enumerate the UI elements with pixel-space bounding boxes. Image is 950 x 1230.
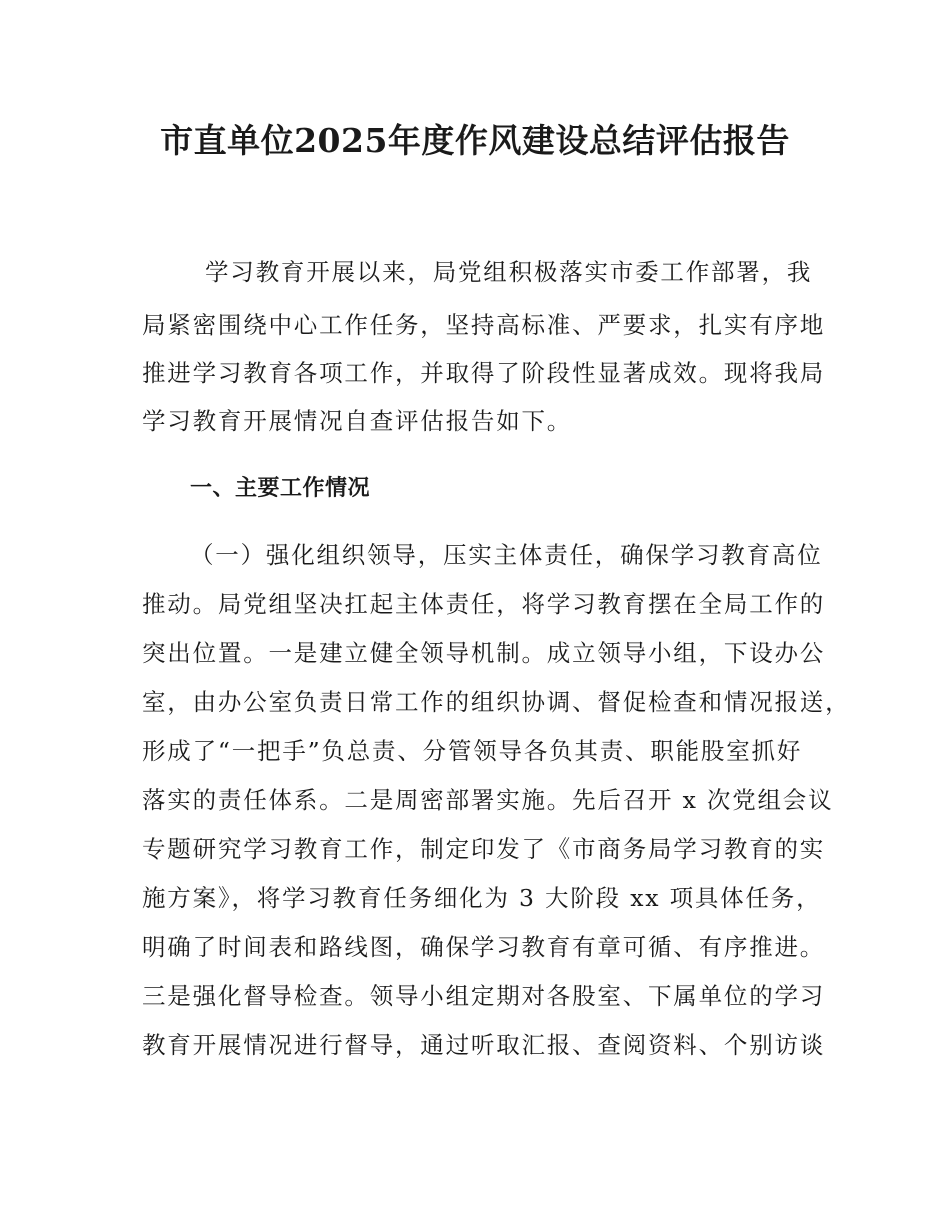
intro-line: 学习教育开展以来，局党组积极落实市委工作部署，我	[205, 258, 813, 286]
intro-line: 推进学习教育各项工作，并取得了阶段性显著成效。现将我局	[142, 359, 826, 387]
body-line: 落实的责任体系。二是周密部署实施。先后召开 x 次党组会议	[142, 786, 834, 814]
intro-line: 局紧密围绕中心工作任务，坚持高标准、严要求，扎实有序地	[142, 311, 826, 339]
body-line: 推动。局党组坚决扛起主体责任，将学习教育摆在全局工作的	[142, 590, 826, 618]
body-line: （一）强化组织领导，压实主体责任，确保学习教育高位	[190, 541, 823, 569]
body-line: 突出位置。一是建立健全领导机制。成立领导小组，下设办公	[142, 639, 826, 667]
body-line: 室，由办公室负责日常工作的组织协调、督促检查和情况报送，	[142, 688, 851, 716]
section-heading: 一、主要工作情况	[190, 476, 371, 501]
body-line: 专题研究学习教育工作，制定印发了《市商务局学习教育的实	[142, 835, 826, 863]
body-line: 三是强化督导检查。领导小组定期对各股室、下属单位的学习	[142, 982, 826, 1010]
intro-line: 学习教育开展情况自查评估报告如下。	[142, 407, 573, 435]
body-line: 教育开展情况进行督导，通过听取汇报、查阅资料、个别访谈	[142, 1031, 826, 1059]
body-line: 施方案》，将学习教育任务细化为 3 大阶段 xx 项具体任务，	[142, 884, 822, 912]
body-line: 形成了“一把手”负总责、分管领导各负其责、职能股室抓好	[142, 737, 803, 765]
document-title: 市直单位2025年度作风建设总结评估报告	[160, 121, 790, 160]
body-line: 明确了时间表和路线图，确保学习教育有章可循、有序推进。	[142, 933, 826, 961]
